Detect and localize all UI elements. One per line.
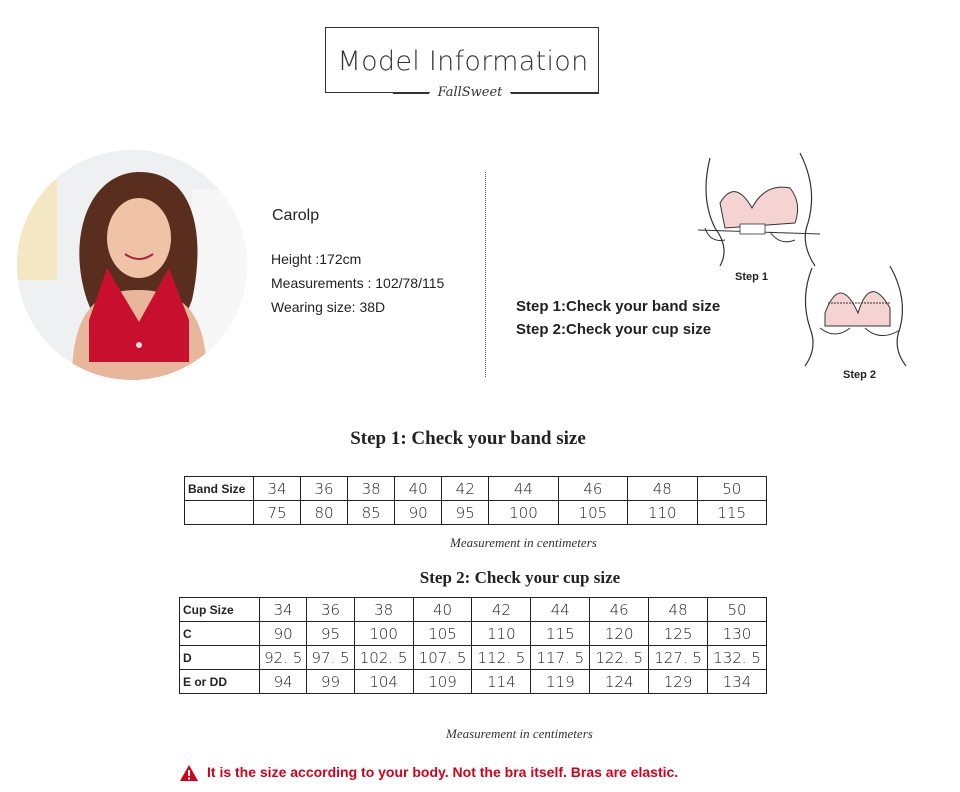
band-size-cell: 50: [697, 477, 767, 501]
cup-cm-cell: 112. 5: [472, 646, 531, 670]
band-size-header: Band Size: [185, 477, 254, 501]
band-cm-cell: 110: [628, 501, 697, 525]
cup-size-cell: 42: [472, 598, 531, 622]
cup-cm-cell: 132. 5: [708, 646, 767, 670]
cup-cm-cell: 125: [649, 622, 708, 646]
cup-size-cell: 44: [531, 598, 590, 622]
brand-row: [325, 85, 601, 101]
cup-cm-cell: 114: [472, 670, 531, 694]
cup-cm-cell: 99: [307, 670, 354, 694]
band-size-cell: 34: [254, 477, 301, 501]
warning-text: It is the size according to your body. Not the bra itself. Bras are elastic.: [207, 764, 679, 780]
cup-cm-cell: 102. 5: [354, 646, 413, 670]
brand-rule-left: [393, 93, 429, 94]
cup-cm-cell: 95: [307, 622, 354, 646]
band-size-cell: 42: [442, 477, 489, 501]
table-row: [180, 670, 767, 694]
warning-icon: [179, 764, 199, 782]
band-cm-cell: 100: [489, 501, 558, 525]
band-empty-cell: [185, 501, 254, 525]
model-wearing-size: Wearing size: 38D: [271, 299, 386, 315]
band-size-cell: 38: [348, 477, 395, 501]
table-row: [180, 598, 767, 622]
model-measurements: Measurements : 102/78/115: [271, 275, 445, 291]
band-size-cell: 48: [628, 477, 697, 501]
table-row: [185, 477, 767, 501]
band-size-table: [184, 476, 767, 525]
band-cm-cell: 80: [301, 501, 348, 525]
cup-size-cell: 46: [590, 598, 649, 622]
band-cm-cell: 75: [254, 501, 301, 525]
band-cm-cell: 115: [697, 501, 767, 525]
model-height: Height :172cm: [271, 251, 362, 267]
cup-size-cell: 36: [307, 598, 354, 622]
cup-size-table: [179, 597, 767, 694]
cup-row-label: D: [180, 646, 260, 670]
model-name: Carolp: [272, 207, 320, 224]
cup-size-cell: 48: [649, 598, 708, 622]
table-row: [180, 622, 767, 646]
header-title: Model Information: [337, 46, 589, 77]
cup-size-cell: 50: [708, 598, 767, 622]
cup-cm-cell: 134: [708, 670, 767, 694]
cup-cm-cell: 94: [260, 670, 307, 694]
band-size-cell: 40: [395, 477, 442, 501]
cup-cm-cell: 109: [413, 670, 472, 694]
cup-cm-cell: 104: [354, 670, 413, 694]
model-photo: [17, 150, 247, 380]
cup-cm-cell: 105: [413, 622, 472, 646]
step2-figure: [790, 258, 920, 368]
cup-cm-cell: 115: [531, 622, 590, 646]
model-illustration: [17, 150, 247, 380]
cup-row-label: E or DD: [180, 670, 260, 694]
step2-figure-label: Step 2: [843, 369, 877, 381]
cup-cm-cell: 100: [354, 622, 413, 646]
table-row: [185, 501, 767, 525]
cup-cm-cell: 107. 5: [413, 646, 472, 670]
step1-instruction: Step 1:Check your band size: [516, 298, 721, 315]
cup-row-label: C: [180, 622, 260, 646]
band-size-cell: 46: [558, 477, 627, 501]
band-cm-cell: 90: [395, 501, 442, 525]
band-table-caption: Measurement in centimeters: [450, 535, 597, 550]
cup-size-cell: 38: [354, 598, 413, 622]
model-information-header: [325, 27, 599, 100]
cup-cm-cell: 120: [590, 622, 649, 646]
table-row: [180, 646, 767, 670]
band-size-cell: 36: [301, 477, 348, 501]
cup-cm-cell: 110: [472, 622, 531, 646]
band-cm-cell: 85: [348, 501, 395, 525]
brand-logo: FallSweet: [430, 85, 510, 100]
step1-figure: [690, 148, 830, 268]
cup-size-cell: 40: [413, 598, 472, 622]
band-cm-cell: 105: [558, 501, 627, 525]
cup-cm-cell: 97. 5: [307, 646, 354, 670]
cup-table-title: Step 2: Check your cup size: [419, 568, 621, 587]
cup-size-header: Cup Size: [180, 598, 260, 622]
cup-cm-cell: 130: [708, 622, 767, 646]
cup-cm-cell: 117. 5: [531, 646, 590, 670]
vertical-divider: [485, 172, 486, 377]
cup-cm-cell: 92. 5: [260, 646, 307, 670]
cup-cm-cell: 124: [590, 670, 649, 694]
cup-size-cell: 34: [260, 598, 307, 622]
band-table-title: Step 1: Check your band size: [350, 428, 586, 449]
band-cm-cell: 95: [442, 501, 489, 525]
cup-cm-cell: 119: [531, 670, 590, 694]
cup-table-caption: Measurement in centimeters: [446, 726, 593, 741]
band-size-cell: 44: [489, 477, 558, 501]
step2-instruction: Step 2:Check your cup size: [516, 321, 712, 338]
cup-cm-cell: 90: [260, 622, 307, 646]
cup-cm-cell: 122. 5: [590, 646, 649, 670]
cup-cm-cell: 129: [649, 670, 708, 694]
step1-figure-label: Step 1: [735, 271, 769, 283]
brand-rule-right: [511, 93, 599, 94]
cup-cm-cell: 127. 5: [649, 646, 708, 670]
